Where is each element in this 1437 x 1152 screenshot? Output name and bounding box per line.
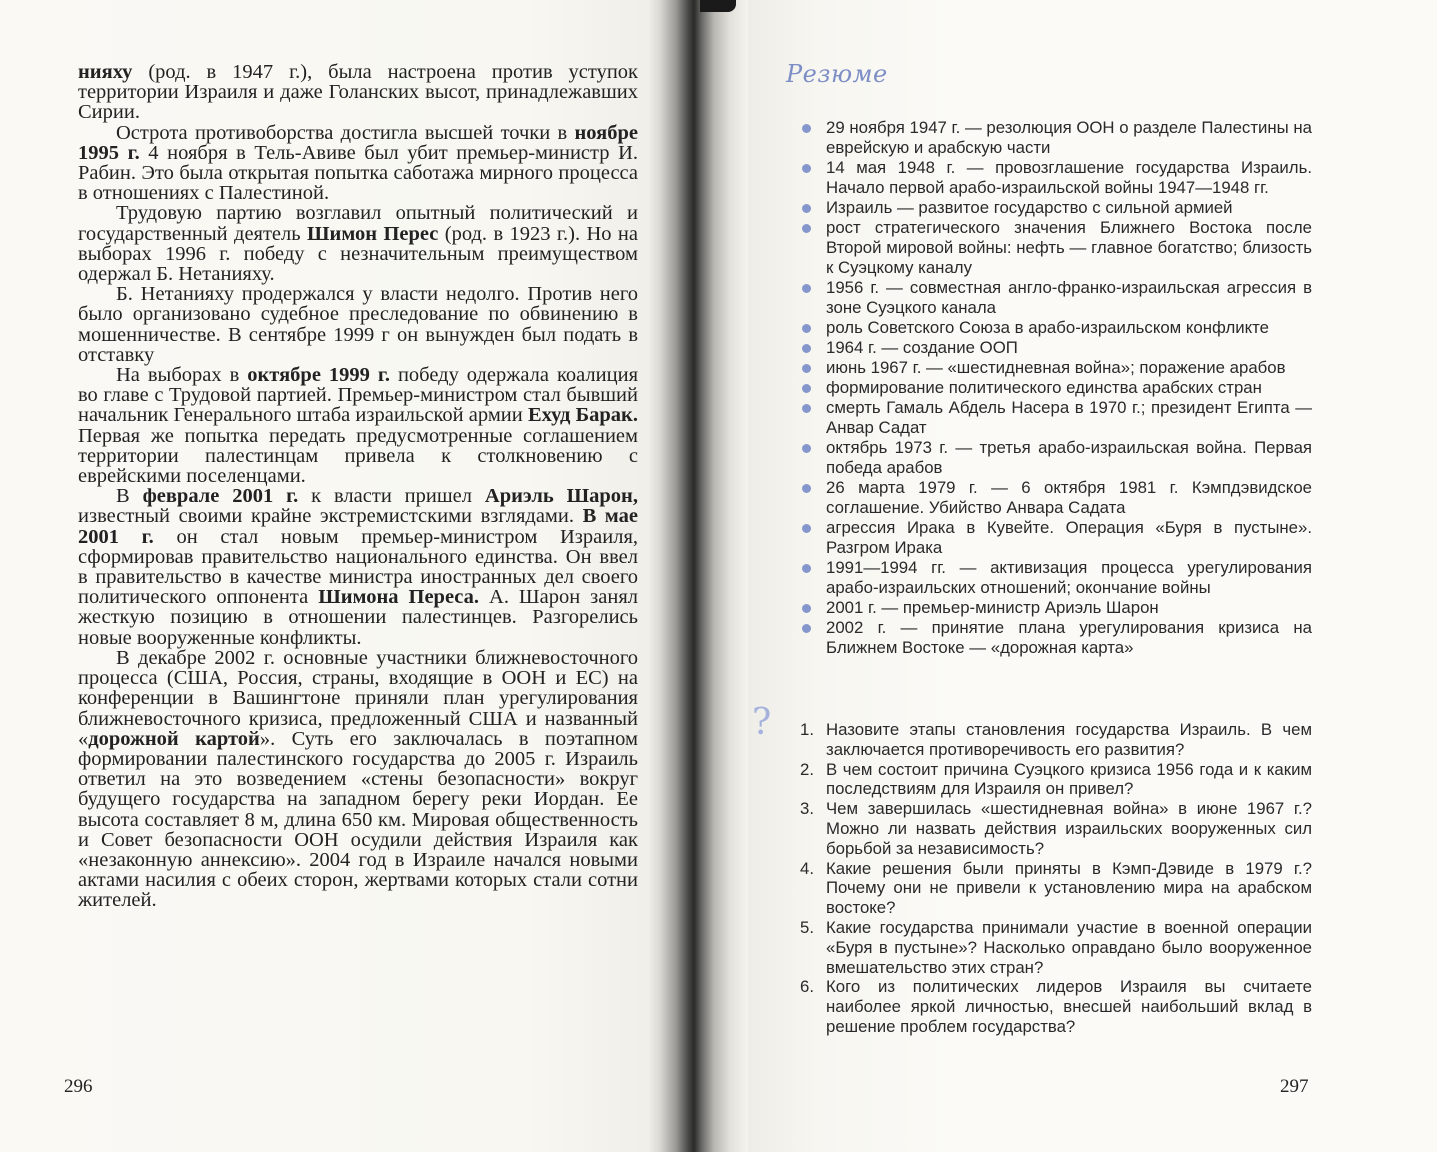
bold-term: октябре 1999 г. xyxy=(247,364,390,387)
summary-item xyxy=(800,318,1312,338)
summary-item xyxy=(800,558,1312,598)
book-gutter xyxy=(648,0,748,1152)
bold-term: феврале 2001 г. xyxy=(142,485,299,508)
bullet-icon xyxy=(802,484,811,493)
question-item xyxy=(800,799,1312,858)
summary-item xyxy=(800,198,1312,218)
question-text: Какие государства принимали участие в военной операции «Буря в пустыне»? Насколько оправдано было вооруженное вмешательство этих стран? xyxy=(826,917,1312,977)
summary-item xyxy=(800,118,1312,158)
summary-item-text: 26 марта 1979 г. — 6 октября 1981 г. Кэмпдэвидское соглашение. Убийство Анвара Садата xyxy=(826,478,1312,517)
summary-item-text: июнь 1967 г. — «шестидневная война»; поражение арабов xyxy=(826,358,1286,377)
summary-item-text: 14 мая 1948 г. — провозглашение государства Израиль. Начало первой арабо-израильской войны 1947—1948 гг. xyxy=(826,158,1312,197)
text-run: Острота противоборства достигла высшей точки в xyxy=(116,121,575,144)
bullet-icon xyxy=(802,124,811,133)
question-number: 6. xyxy=(800,977,814,997)
summary-item xyxy=(800,518,1312,558)
question-text: Кого из политических лидеров Израиля вы считаете наиболее яркой личностью, внесшей наибольший вклад в решение проблем государства? xyxy=(826,977,1312,1036)
question-item xyxy=(800,720,1312,760)
summary-item-text: 2001 г. — премьер-министр Ариэль Шарон xyxy=(826,598,1159,617)
bullet-icon xyxy=(802,624,811,633)
bullet-icon xyxy=(802,284,811,293)
summary-item-text: роль Советского Союза в арабо-израильском конфликте xyxy=(826,318,1269,337)
paragraph xyxy=(78,203,638,284)
question-number: 4. xyxy=(800,858,814,878)
summary-item-text: смерть Гамаль Абдель Насера в 1970 г.; президент Египта — Анвар Садат xyxy=(826,398,1312,437)
paragraph xyxy=(78,648,638,911)
bold-term: нияху xyxy=(78,61,133,83)
summary-item xyxy=(800,218,1312,278)
paragraph xyxy=(78,62,638,123)
question-number: 5. xyxy=(800,917,814,937)
question-item xyxy=(800,859,1312,918)
text-run: ». Суть его заключалась в поэтапном формировании палестинского государства до 2005 г. Израиль ответил на это возведением «стены безопасности» вокруг будущего государства на западном берегу реки Иордан. Ее высота составляет 8 м, длина 650 км. Мировая общественность и Совет безопасности ООН осудили действия Израиля как «незаконную аннексию». 2004 год в Израиле начался новыми актами насилия с обеих сторон, жертвами которых стали сотни жителей. xyxy=(78,727,638,912)
summary-item-text: 1964 г. — создание ООП xyxy=(826,338,1018,357)
text-run: 4 ноября в Тель-Авиве был убит премьер-министр И. Рабин. Это была открытая попытка саботажа мирного процесса в отношениях с Палестиной. xyxy=(78,141,639,205)
summary-item xyxy=(800,338,1312,358)
bold-term: ноябре 1995 г. xyxy=(78,121,638,164)
bullet-icon xyxy=(802,404,811,413)
summary-item xyxy=(800,378,1312,398)
summary-item-text: 2002 г. — принятие плана урегулирования кризиса на Ближнем Востоке — «дорожная карта» xyxy=(826,618,1312,657)
bullet-icon xyxy=(802,444,811,453)
bullet-icon xyxy=(802,164,811,173)
bullet-icon xyxy=(802,564,811,573)
summary-item-text: Израиль — развитое государство с сильной армией xyxy=(826,198,1233,217)
summary-item xyxy=(800,618,1312,658)
question-mark-icon: ? xyxy=(752,702,772,743)
summary-item-text: агрессия Ирака в Кувейте. Операция «Буря в пустыне». Разгром Ирака xyxy=(826,518,1312,557)
bullet-icon xyxy=(802,604,811,613)
paragraph xyxy=(78,284,638,365)
summary-item xyxy=(800,438,1312,478)
text-run: к власти пришел xyxy=(298,485,485,508)
left-page xyxy=(0,0,660,1152)
question-item xyxy=(800,760,1312,800)
summary-item xyxy=(800,598,1312,618)
page-number-left: 296 xyxy=(64,1076,93,1097)
page-number-right: 297 xyxy=(1280,1076,1309,1097)
bullet-icon xyxy=(802,324,811,333)
gutter-shadow xyxy=(700,0,736,12)
question-number: 3. xyxy=(800,799,814,819)
text-run: Первая же попытка передать предусмотренные соглашением территории палестинцам привела к столкновению с еврейскими поселенцами. xyxy=(78,424,638,488)
summary-item xyxy=(800,278,1312,318)
question-text: Назовите этапы становления государства Израиль. В чем заключается противоречивость его развития? xyxy=(826,720,1312,759)
summary-item xyxy=(800,398,1312,438)
summary-heading: Резюме xyxy=(786,60,888,88)
summary-item-text: 29 ноября 1947 г. — резолюция ООН о разделе Палестины на еврейскую и арабскую части xyxy=(826,118,1312,157)
text-run: А. Шарон занял жесткую позицию в отношении палестинцев. Разгорелись новые вооруженные конфликты. xyxy=(78,586,638,649)
text-run: (род. в 1923 г.). Но на выборах 1996 г. победу с незначительным преимуществом одержал Б. Нетанияху. xyxy=(78,222,638,286)
question-number: 2. xyxy=(800,759,814,779)
question-item xyxy=(800,918,1312,977)
summary-item xyxy=(800,158,1312,198)
question-list xyxy=(800,720,1312,1037)
summary-item xyxy=(800,358,1312,378)
question-item xyxy=(800,977,1312,1036)
bullet-icon xyxy=(802,384,811,393)
text-run: В xyxy=(116,485,143,508)
bold-term: Ехуд Барак. xyxy=(527,404,638,427)
bold-term: Шимона Переса. xyxy=(318,586,480,609)
question-text: В чем состоит причина Суэцкого кризиса 1956 года и к каким последствиям для Израиля он привел? xyxy=(826,759,1312,799)
paragraph xyxy=(78,123,638,204)
question-text: Какие решения были приняты в Кэмп-Дэвиде в 1979 г.? Почему они не привели к установлению мира на арабском востоке? xyxy=(826,858,1312,918)
summary-item-text: формирование политического единства арабских стран xyxy=(826,378,1262,397)
text-run: победу одержала коалиция во главе с Трудовой партией. Премьер-министром стал бывший начальник Генерального штаба израильской армии xyxy=(78,364,638,427)
text-run: В декабре 2002 г. основные участники ближневосточного процесса (США, Россия, страны, входящие в ООН и ЕС) на конференции в Вашингтоне приняли план урегулирования ближневосточного кризиса, предложенный США и названный « xyxy=(78,646,638,750)
text-run: (род. в 1947 г.), была настроена против уступок территории Израиля и даже Голанских высот, принадлежавших Сирии. xyxy=(78,61,638,124)
text-run: На выборах в xyxy=(116,364,248,387)
bold-term: В мае 2001 г. xyxy=(78,505,638,548)
question-number: 1. xyxy=(800,720,814,739)
summary-item-text: рост стратегического значения Ближнего Востока после Второй мировой войны: нефть — главное богатство; близость к Суэцкому каналу xyxy=(826,218,1312,277)
paragraph xyxy=(78,365,638,486)
summary-list xyxy=(800,118,1312,658)
summary-item-text: октябрь 1973 г. — третья арабо-израильская война. Первая победа арабов xyxy=(826,438,1312,477)
bold-term: Шимон Перес xyxy=(307,222,439,245)
bullet-icon xyxy=(802,204,811,213)
bold-term: дорожной картой xyxy=(88,727,260,750)
summary-item-text: 1991—1994 гг. — активизация процесса урегулирования арабо-израильских отношений; окончание войны xyxy=(826,558,1312,597)
text-run: Трудовую партию возглавил опытный политический и государственный деятель xyxy=(78,202,638,245)
bullet-icon xyxy=(802,224,811,233)
bullet-icon xyxy=(802,364,811,373)
text-run: Б. Нетанияху продержался у власти недолго. Против него было организовано судебное преследование по обвинению в мошенничестве. В сентябре 1999 г он вынужден был подать в отставку xyxy=(78,283,638,366)
summary-item-text: 1956 г. — совместная англо-франко-израильская агрессия в зоне Суэцкого канала xyxy=(826,278,1312,317)
question-text: Чем завершилась «шестидневная война» в июне 1967 г.? Можно ли назвать действия израильских вооруженных сил борьбой за независимость? xyxy=(826,799,1312,858)
paragraph xyxy=(78,486,638,648)
left-page-text xyxy=(78,62,638,911)
summary-item xyxy=(800,478,1312,518)
bullet-icon xyxy=(802,524,811,533)
text-run: известный своими крайне экстремистскими взглядами. xyxy=(78,505,583,528)
bold-term: Ариэль Шарон, xyxy=(484,485,638,508)
text-run: он стал новым премьер-министром Израиля, сформировав правительство национального единства. Он ввел в правительство в качестве министра иностранных дел своего политического оппонента xyxy=(78,525,638,609)
bullet-icon xyxy=(802,344,811,353)
